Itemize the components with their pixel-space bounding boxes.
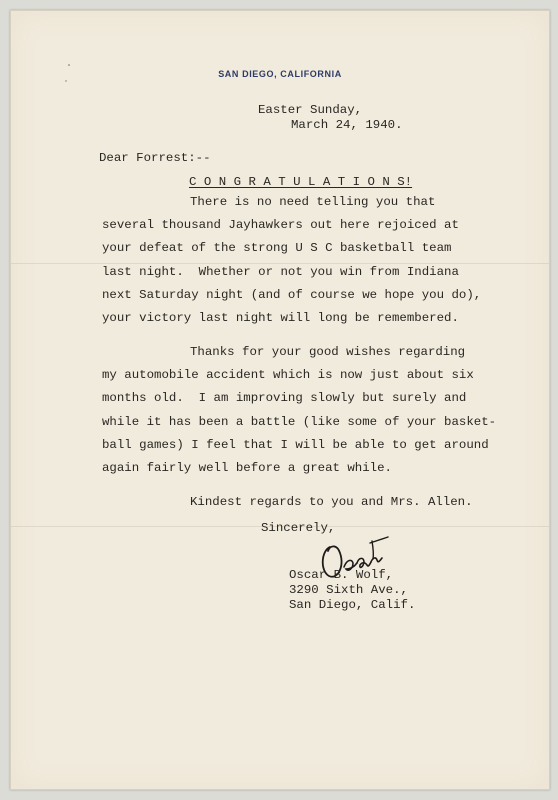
congratulations-heading: C O N G R A T U L A T I O N S! bbox=[189, 175, 413, 189]
letter-page bbox=[10, 10, 550, 790]
signoff-name: Oscar B. Wolf, bbox=[289, 568, 394, 582]
signoff-street: 3290 Sixth Ave., bbox=[289, 583, 408, 597]
paragraph-2-line: ball games) I feel that I will be able to get around bbox=[102, 437, 489, 452]
paragraph-2-line: while it has been a battle (like some of your basket- bbox=[102, 414, 497, 429]
paragraph-1 bbox=[102, 191, 481, 330]
paragraph-2-line: again fairly well before a great while. bbox=[102, 460, 392, 475]
closing: Sincerely, bbox=[261, 521, 336, 535]
paragraph-2 bbox=[102, 341, 496, 480]
paragraph-2-line: Thanks for your good wishes regarding bbox=[190, 345, 466, 359]
signoff-city: San Diego, Calif. bbox=[289, 598, 416, 612]
date-day: Easter Sunday, bbox=[258, 103, 363, 117]
paragraph-1-line: your defeat of the strong U S C basketball team bbox=[102, 241, 452, 256]
paragraph-1-line: your victory last night will long be remembered. bbox=[102, 310, 459, 325]
letterhead: SAN DIEGO, CALIFORNIA bbox=[218, 69, 342, 79]
paragraph-1-line: next Saturday night (and of course we hope you do), bbox=[102, 287, 482, 302]
paragraph-3-line: Kindest regards to you and Mrs. Allen. bbox=[190, 495, 473, 509]
date-full: March 24, 1940. bbox=[291, 118, 403, 132]
paragraph-3 bbox=[102, 491, 473, 514]
paragraph-1-line: several thousand Jayhawkers out here rejoiced at bbox=[102, 218, 459, 233]
paragraph-2-line: my automobile accident which is now just about six bbox=[102, 368, 474, 383]
paragraph-1-line: There is no need telling you that bbox=[190, 195, 436, 209]
paragraph-2-line: months old. I am improving slowly but surely and bbox=[102, 391, 467, 406]
salutation: Dear Forrest:-- bbox=[99, 151, 211, 165]
paragraph-1-line: last night. Whether or not you win from Indiana bbox=[102, 264, 459, 279]
